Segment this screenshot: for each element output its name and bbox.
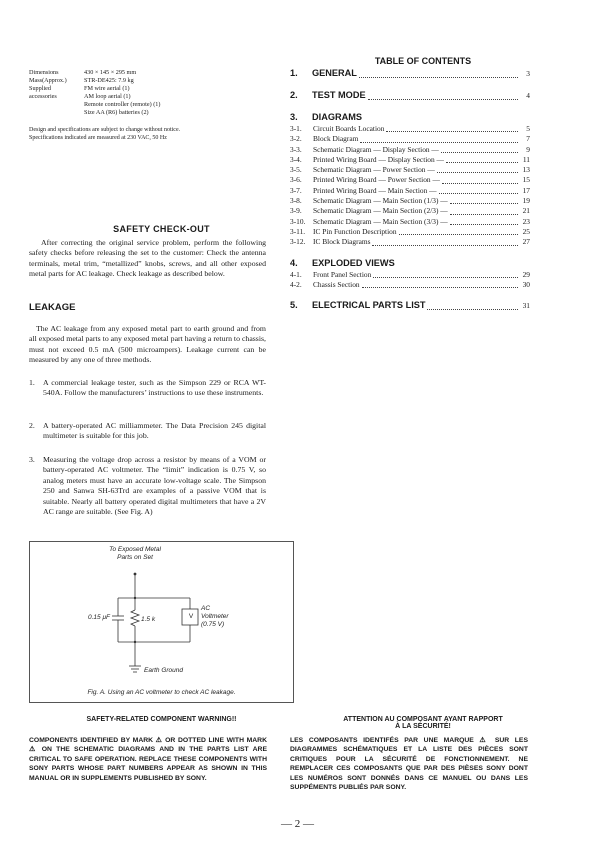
toc-leader <box>359 77 518 78</box>
toc-item[interactable]: 3-11. IC Pin Function Description 25 <box>290 226 530 236</box>
safety-title: SAFETY CHECK-OUT <box>113 224 210 234</box>
toc-leader <box>360 142 518 143</box>
toc-item[interactable]: 3-1. Circuit Boards Location 5 <box>290 124 530 133</box>
spec-row: Remote controller (remote) (1) <box>84 101 161 108</box>
toc-item[interactable]: 4-1. Front Panel Section 29 <box>290 269 530 279</box>
table-of-contents <box>290 68 530 312</box>
junction-dot <box>134 641 136 643</box>
warning-title-en: SAFETY-RELATED COMPONENT WARNING!! <box>86 716 237 723</box>
figure-top-label: To Exposed Metal Parts on Set <box>109 546 161 561</box>
resistor-label: 1.5 k <box>141 616 156 623</box>
note-line: Design and specifications are subject to change without notice. <box>29 127 181 133</box>
toc-item[interactable]: 3-8. Schematic Diagram — Main Section (1/3) — 19 <box>290 196 530 206</box>
list-item: 3. Measuring the voltage drop across a resistor by means of a VOM or battery-operated AC voltmeter. The “limit” indication is 0.75 V, so analog meters must have an accurate low-voltage scale. The Simpson 250 and Sanwa SH-63Trd are examples of a passive VOM that is suitable. Nearly all battery operated digital multimeters that have a 2V AC range are suitable. (See Fig. A) <box>29 455 266 517</box>
toc-section-test-mode[interactable]: 2. TEST MODE 4 <box>290 90 530 100</box>
toc-leader <box>399 234 518 235</box>
toc-leader <box>427 309 518 310</box>
warning-body-en: COMPONENTS IDENTIFIED BY MARK ⚠ OR DOTTED LINE WITH MARK ⚠ ON THE SCHEMATIC DIAGRAMS AND IN THE PARTS LIST ARE CRITICAL TO SAFE OPERATION. REPLACE THESE COMPONENTS WITH SONY PARTS WHOSE PART NUMBERS APPEAR AS SHOWN IN THIS MANUAL OR IN SUPPLEMENTS PUBLISHED BY SONY. <box>29 737 267 782</box>
terminal-dot <box>134 573 137 576</box>
figure-caption: Fig. A. Using an AC voltmeter to check AC leakage. <box>87 689 236 696</box>
toc-item[interactable]: 3-12. IC Block Diagrams 27 <box>290 237 530 247</box>
list-item: 2. A battery-operated AC milliammeter. The Data Precision 245 digital multimeter is suitable for this job. <box>29 421 266 441</box>
leakage-title: LEAKAGE <box>29 302 76 313</box>
leakage-circuit-diagram <box>30 542 293 702</box>
toc-leader <box>446 162 518 163</box>
toc-leader <box>439 193 518 194</box>
spec-notes <box>29 126 180 142</box>
toc-item[interactable]: 3-3. Schematic Diagram — Display Section — 9 <box>290 144 530 154</box>
toc-section-diagrams: 3. DIAGRAMS <box>290 112 363 122</box>
spec-row: Supplied FM wire aerial (1) <box>29 85 130 92</box>
toc-title: TABLE OF CONTENTS <box>374 56 472 66</box>
toc-section-general[interactable]: 1. GENERAL 3 <box>290 68 530 78</box>
safety-intro: After correcting the original service problem, perform the following safety checks before releasing the set to the customer: Check the antenna terminals, metal trim, “metallized” knobs, screws, and all other exposed metal parts for AC leakage. Check leakage as described below. <box>29 238 266 279</box>
spec-row: Mass(Approx.) STR-DE425: 7.9 kg <box>29 77 134 84</box>
toc-leader <box>450 224 518 225</box>
toc-item[interactable]: 3-10. Schematic Diagram — Main Section (3/3) — 23 <box>290 216 530 226</box>
toc-item[interactable]: 3-4. Printed Wiring Board — Display Section — 11 <box>290 154 530 164</box>
toc-item[interactable]: 3-5. Schematic Diagram — Power Section — 13 <box>290 165 530 175</box>
toc-section-exploded-views: 4. EXPLODED VIEWS <box>290 257 395 268</box>
toc-item[interactable]: 3-9. Schematic Diagram — Main Section (2/3) — 21 <box>290 206 530 216</box>
toc-leader <box>442 183 518 184</box>
toc-item[interactable]: 3-2. Block Diagram 7 <box>290 134 530 144</box>
warning-body-fr: LES COMPOSANTS IDENTIFÉS PAR UNE MARQUE ⚠ SUR LES DIAGRAMMES SCHÉMATIQUES ET LA LISTE DES PIÈCES SONT CRITIQUES POUR LA SÉCURITÉ DE FONCTIONNEMENT. NE REMPLACER CES COMPOSANTS QUE PAR DES PIÈSES SONY DONT LES NUMÉROS SONT DONNÉS DANS CE MANUEL OU DANS LES SUPPÉMENTS PUBLIÉS PAR SONY. <box>290 737 528 792</box>
toc-item[interactable]: 3-7. Printed Wiring Board — Main Section — 17 <box>290 185 530 195</box>
toc-section-electrical-parts-list[interactable]: 5. ELECTRICAL PARTS LIST 31 <box>290 300 530 311</box>
toc-leader <box>437 172 518 173</box>
toc-leader <box>386 131 518 132</box>
spec-row: Dimensions 430 × 145 × 295 mm <box>29 69 137 76</box>
spec-row: accessories AM loop aerial (1) <box>29 93 131 100</box>
spec-row: Size AA (R6) batteries (2) <box>84 109 149 116</box>
toc-item[interactable]: 4-2. Chassis Section 30 <box>290 279 530 289</box>
capacitor-label: 0.15 μF <box>88 614 110 621</box>
toc-leader <box>373 277 518 278</box>
toc-item[interactable]: 3-6. Printed Wiring Board — Power Section — 15 <box>290 175 530 185</box>
junction-dot <box>134 597 136 599</box>
toc-leader <box>450 214 518 215</box>
ground-label: Earth Ground <box>144 667 184 674</box>
warning-title-fr: ATTENTION AU COMPOSANT AYANT RAPPORT À LA SÉCURITÉ! <box>343 716 503 730</box>
page-number: — 2 — <box>281 818 314 830</box>
note-line: Specifications indicated are measured at 230 VAC, 50 Hz <box>29 135 167 141</box>
figure-a <box>29 541 294 703</box>
toc-leader <box>450 203 518 204</box>
specifications <box>29 69 244 117</box>
toc-leader <box>368 99 518 100</box>
toc-leader <box>372 245 518 246</box>
voltmeter-symbol: V <box>188 613 194 620</box>
toc-leader <box>441 152 518 153</box>
leakage-intro: The AC leakage from any exposed metal part to earth ground and from all exposed metal parts to any exposed metal part having a return to chassis, must not exceed 0.5 mA (500 microampers). Leakage current can be measured by any one of three methods. <box>29 324 266 365</box>
list-item: 1. A commercial leakage tester, such as the Simpson 229 or RCA WT-540A. Follow the manufacturers’ instructions to use these instruments. <box>29 378 266 398</box>
voltmeter-label: AC Voltmeter (0.75 V) <box>201 605 229 628</box>
toc-leader <box>362 287 518 288</box>
